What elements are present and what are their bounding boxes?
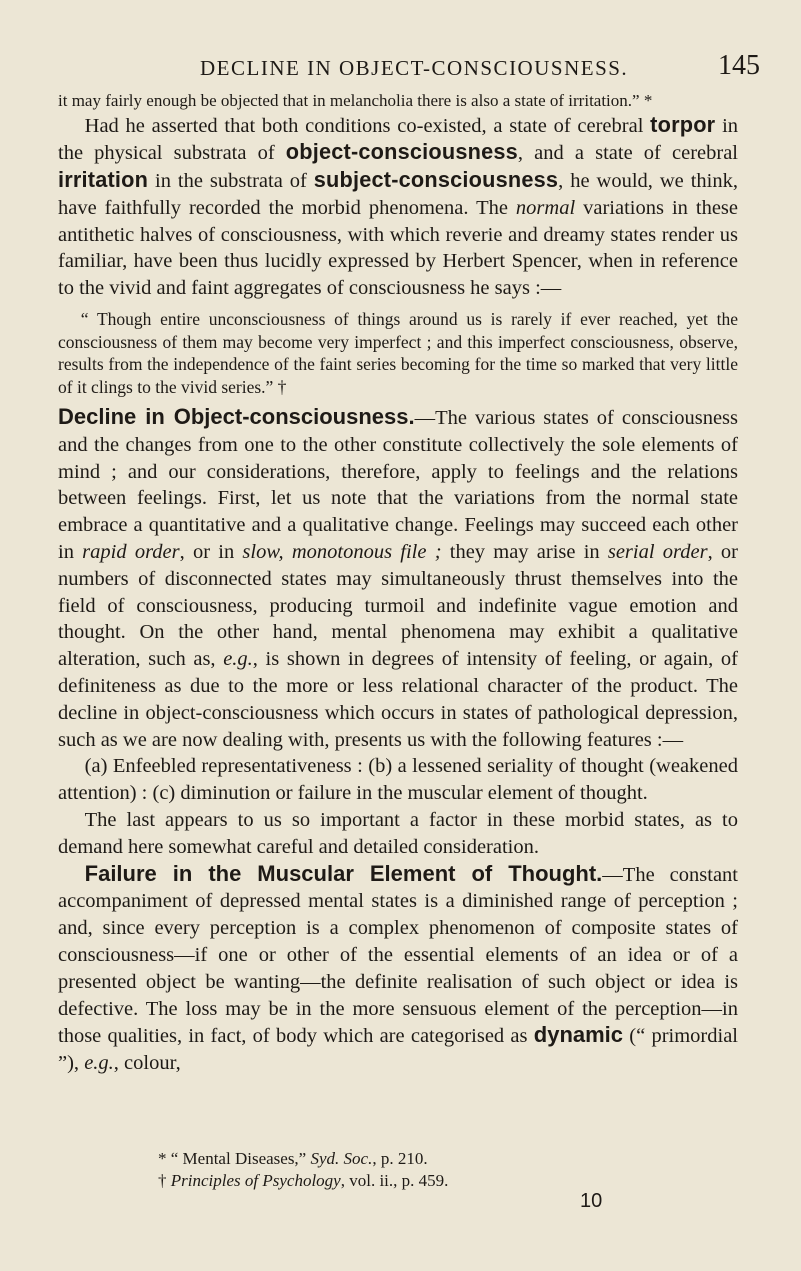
footnote-1	[158, 1148, 718, 1170]
emphasis-serial-order: serial order	[607, 541, 708, 564]
text-run: , and a state of cerebral	[517, 142, 738, 165]
text-run: Had he asserted that both conditions co-existed, a state of cerebral	[84, 114, 644, 137]
text-run: —The constant accompaniment of depressed mental states is a diminished range of perception ; and, since every perception is a complex phenomenon of composite states of consciousness—if one or other of the essential elements of an idea or of a presented object be wanting—the definite realisation of such object or idea is defective. The loss may be in the more sensuous element of the perception—in those qualities, in fact, of body which are categorised as	[58, 863, 738, 1048]
term-dynamic: dynamic	[533, 1022, 624, 1048]
text-run: , or numbers of disconnected states may simultaneously thrust themselves into the field of consciousness, producing turmoil and indefinite vague emotion and thought. On the other hand, mental phenomena may exhibit a qualitative alteration, such as,	[58, 541, 738, 671]
footnote-source: Principles of Psychology	[170, 1171, 341, 1190]
page-number: 145	[718, 50, 760, 81]
paragraph-decline	[58, 404, 738, 753]
text-run: , vol. ii., p. 459.	[340, 1171, 449, 1190]
text-run: in the substrata of	[148, 170, 314, 193]
signature-mark: 10	[580, 1190, 603, 1212]
emphasis-eg: e.g.	[223, 648, 253, 671]
paragraph-cerebral-states	[58, 112, 738, 303]
page-header	[200, 50, 760, 90]
text-run: * “ Mental Diseases,”	[158, 1149, 311, 1168]
paragraph-last-factor: The last appears to us so important a factor in these morbid states, as to demand here somewhat careful and detailed consideration.	[58, 809, 738, 858]
term-torpor: torpor	[650, 111, 716, 137]
text-run: they may arise in	[441, 541, 608, 564]
spencer-quote: “ Though entire unconsciousness of things around us is rarely if ever reached, yet the consciousness of them may become very imperfect ; and this imperfect consciousness, observe, results from the independence of the faint series becoming for the time so marked that very little of it clings to the vivid series.” †	[58, 309, 738, 397]
term-normal: normal	[515, 196, 576, 219]
text-run: , is shown in degrees of intensity of feeling, or again, of definiteness as due to the more or less relational character of the product. The decline in object-consciousness which occurs in states of pathological depression, such as we are now dealing with, presents us with the following features :—	[58, 648, 738, 751]
text-run: , colour,	[113, 1052, 181, 1075]
emphasis-rapid-order: rapid order	[82, 541, 180, 564]
term-subject-consciousness: subject-consciousness	[313, 167, 559, 193]
text-run: †	[158, 1171, 171, 1190]
emphasis-eg: e.g.	[84, 1052, 114, 1075]
paragraph-continued: it may fairly enough be objected that in melancholia there is also a state of irritation.” *	[58, 91, 653, 110]
term-irritation: irritation	[58, 167, 149, 193]
text-run: , p. 210.	[372, 1149, 428, 1168]
text-run: —The various states of consciousness and the changes from one to the other constitute collectively the sole elements of mind ; and our considerations, therefore, apply to feelings and the relations between feelings. First, let us note that the variations from the normal state embrace a quantitative and a qualitative change. Feelings may succeed each other in	[58, 407, 738, 564]
section-heading-muscular: Failure in the Muscular Element of Thought.	[84, 860, 603, 886]
text-run: in the physical substrata of	[58, 114, 739, 165]
footnotes	[158, 1148, 718, 1192]
page-body	[58, 90, 738, 1077]
text-run: variations in these antithetic halves of consciousness, with which reverie and dreamy states render us familiar, have been thus lucidly expressed by Herbert Spencer, when in reference to the vivid and faint aggregates of consciousness he says :—	[58, 196, 739, 300]
footnote-2	[158, 1170, 718, 1192]
footnote-source: Syd. Soc.	[310, 1149, 373, 1168]
paragraph-muscular-element	[58, 861, 738, 1077]
emphasis-slow-file: slow, monotonous file ;	[242, 541, 442, 564]
running-title: DECLINE IN OBJECT-CONSCIOUSNESS.	[200, 56, 629, 80]
text-run: (“ primordial ”),	[58, 1025, 738, 1075]
text-run: , he would, we think, have faithfully recorded the morbid phenomena. The	[58, 170, 738, 219]
paragraph-features: (a) Enfeebled representativeness : (b) a lessened seriality of thought (weakened attention) : (c) diminution or failure in the muscular element of thought.	[58, 755, 738, 805]
term-object-consciousness: object-consciousness	[285, 139, 518, 165]
text-run: , or in	[179, 541, 243, 564]
section-heading-decline: Decline in Object-consciousness.	[58, 404, 415, 430]
